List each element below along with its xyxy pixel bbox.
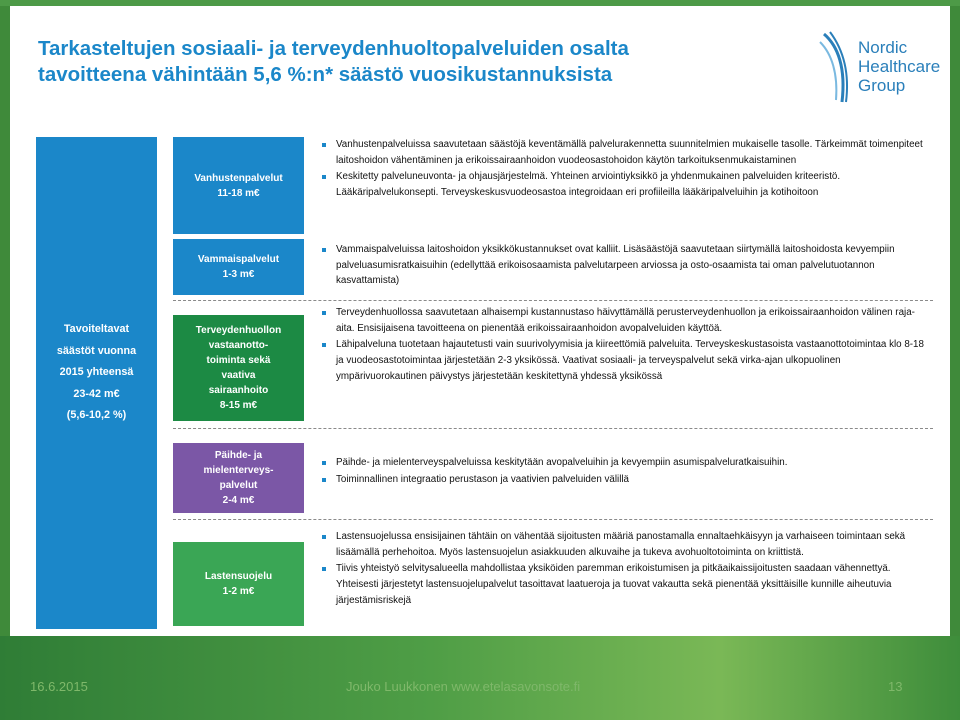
- slide-title: [38, 36, 738, 88]
- bullet-item: Päihde- ja mielenterveyspalveluissa keskitytään avopalveluihin ja kevyempiin asumispalveluratkaisuihin.: [320, 455, 930, 471]
- bullet-item: Terveydenhuollossa saavutetaan alhaisempi kustannustaso häivyttämällä perusterveydenhuollon ja erikoissairaanhoidon välinen raja-aita. Ensisijaisena tavoitteena on pienentää erikoissairaanhoidon avopalveluiden käyttöä.: [320, 305, 930, 336]
- bullet-item: Vanhustenpalveluissa saavutetaan säästöjä keventämällä palvelurakennetta suunnitelmien mukaiselle tasolle. Tärkeimmät toimenpiteet laitoshoidon vähentäminen ja erikoissairaanhoidon vuodeosastohoidon käytön tarkoituksenmukaistaminen: [320, 137, 930, 168]
- page-number: 13: [888, 679, 903, 694]
- category-box-mental-health: Päihde- ja mielenterveys- palvelut 2-4 m€: [173, 443, 304, 513]
- bullets-elderly: [320, 137, 930, 202]
- company-logo: [816, 28, 956, 108]
- footer-date: 16.6.2015: [30, 679, 88, 694]
- bullets-healthcare: [320, 305, 930, 386]
- category-box-healthcare: Terveydenhuollon vastaanotto- toiminta sekä vaativa sairaanhoito 8-15 m€: [173, 315, 304, 421]
- section-divider: [173, 428, 933, 429]
- title-line-1: Tarkasteltujen sosiaali- ja terveydenhuoltopalveluiden osalta: [38, 37, 629, 60]
- bullets-disability: [320, 242, 930, 290]
- category-box-disability: Vammaispalvelut 1-3 m€: [173, 239, 304, 295]
- savings-summary-box: [36, 137, 157, 629]
- bullet-item: Tiivis yhteistyö selvitysalueella mahdollistaa yksiköiden paremman erikoistumisen ja pitkäaikaissijoitusten saadaan vähennettyä. Yhteisesti järjestetyt lastensuojelupalvelut tasoittavat laatueroja ja tuovat vakautta sekä pienentää yksittäisille kunnille aiheutuvia järjestämisriskejä: [320, 561, 930, 608]
- bullets-child-welfare: [320, 529, 930, 610]
- bullet-item: Vammaispalveluissa laitoshoidon yksikkökustannukset ovat kalliit. Lisäsäästöjä saavutetaan siirtymällä laitoshoidosta kevyempiin palveluasumisratkaisuihin (edellyttää erikoisosaamista palvelutarpeen arviossa ja osto-osaamista tai oman palvelutuotannon kasvattamista): [320, 242, 930, 289]
- bullet-item: Keskitetty palveluneuvonta- ja ohjausjärjestelmä. Yhteinen arviointiyksikkö ja yhdenmukainen palveluiden kriteeristö. Lääkäripalvelukonsepti. Terveyskeskusvuodeosastoa integroidaan eri profiileilla lääkäripalveluihin ja kotihoitoon: [320, 169, 930, 200]
- category-box-elderly: Vanhustenpalvelut 11-18 m€: [173, 137, 304, 234]
- slide-footer: [0, 636, 960, 720]
- bullet-item: Lähipalveluna tuotetaan hajautetusti vain suurivolyymisia ja kiireettömiä palveluita. Terveyskeskustasoista vastaanottotoimintaa klo 8-18 ja vuodeosastotoimintaa järjestetään 2-3 yksikössä. Vaativat sosiaali- ja terveyspalvelut sekä virka-ajan ulkopuolinen ympärivuorokautinen päivystys järjestetään keskitettynä yhdessä yksikössä: [320, 337, 930, 384]
- bullet-item: Lastensuojelussa ensisijainen tähtäin on vähentää sijoitusten määriä panostamalla ennaltaehkäisyyn ja varhaiseen toimintaan sekä lisäämällä perhehoitoa. Myös lastensuojelun asiakkuuden alkuvaihe ja tukeva avohuoltotoiminta on kriittistä.: [320, 529, 930, 560]
- footer-author: Jouko Luukkonen www.etelasavonsote.fi: [346, 679, 581, 694]
- bullet-item: Toiminnallinen integraatio perustason ja vaativien palveluiden välillä: [320, 472, 930, 488]
- summary-text: Tavoiteltavat säästöt vuonna 2015 yhteensä 23-42 m€ (5,6-10,2 %): [56, 323, 137, 421]
- section-divider: [173, 300, 933, 301]
- section-divider: [173, 519, 933, 520]
- slide: [10, 6, 950, 636]
- logo-leaf-icon: [816, 28, 858, 106]
- bullets-mental-health: [320, 455, 930, 488]
- logo-wordmark: Nordic Healthcare Group: [858, 38, 941, 95]
- category-box-child-welfare: Lastensuojelu 1-2 m€: [173, 542, 304, 626]
- title-line-2: tavoitteena vähintään 5,6 %:n* säästö vuosikustannuksista: [38, 63, 613, 86]
